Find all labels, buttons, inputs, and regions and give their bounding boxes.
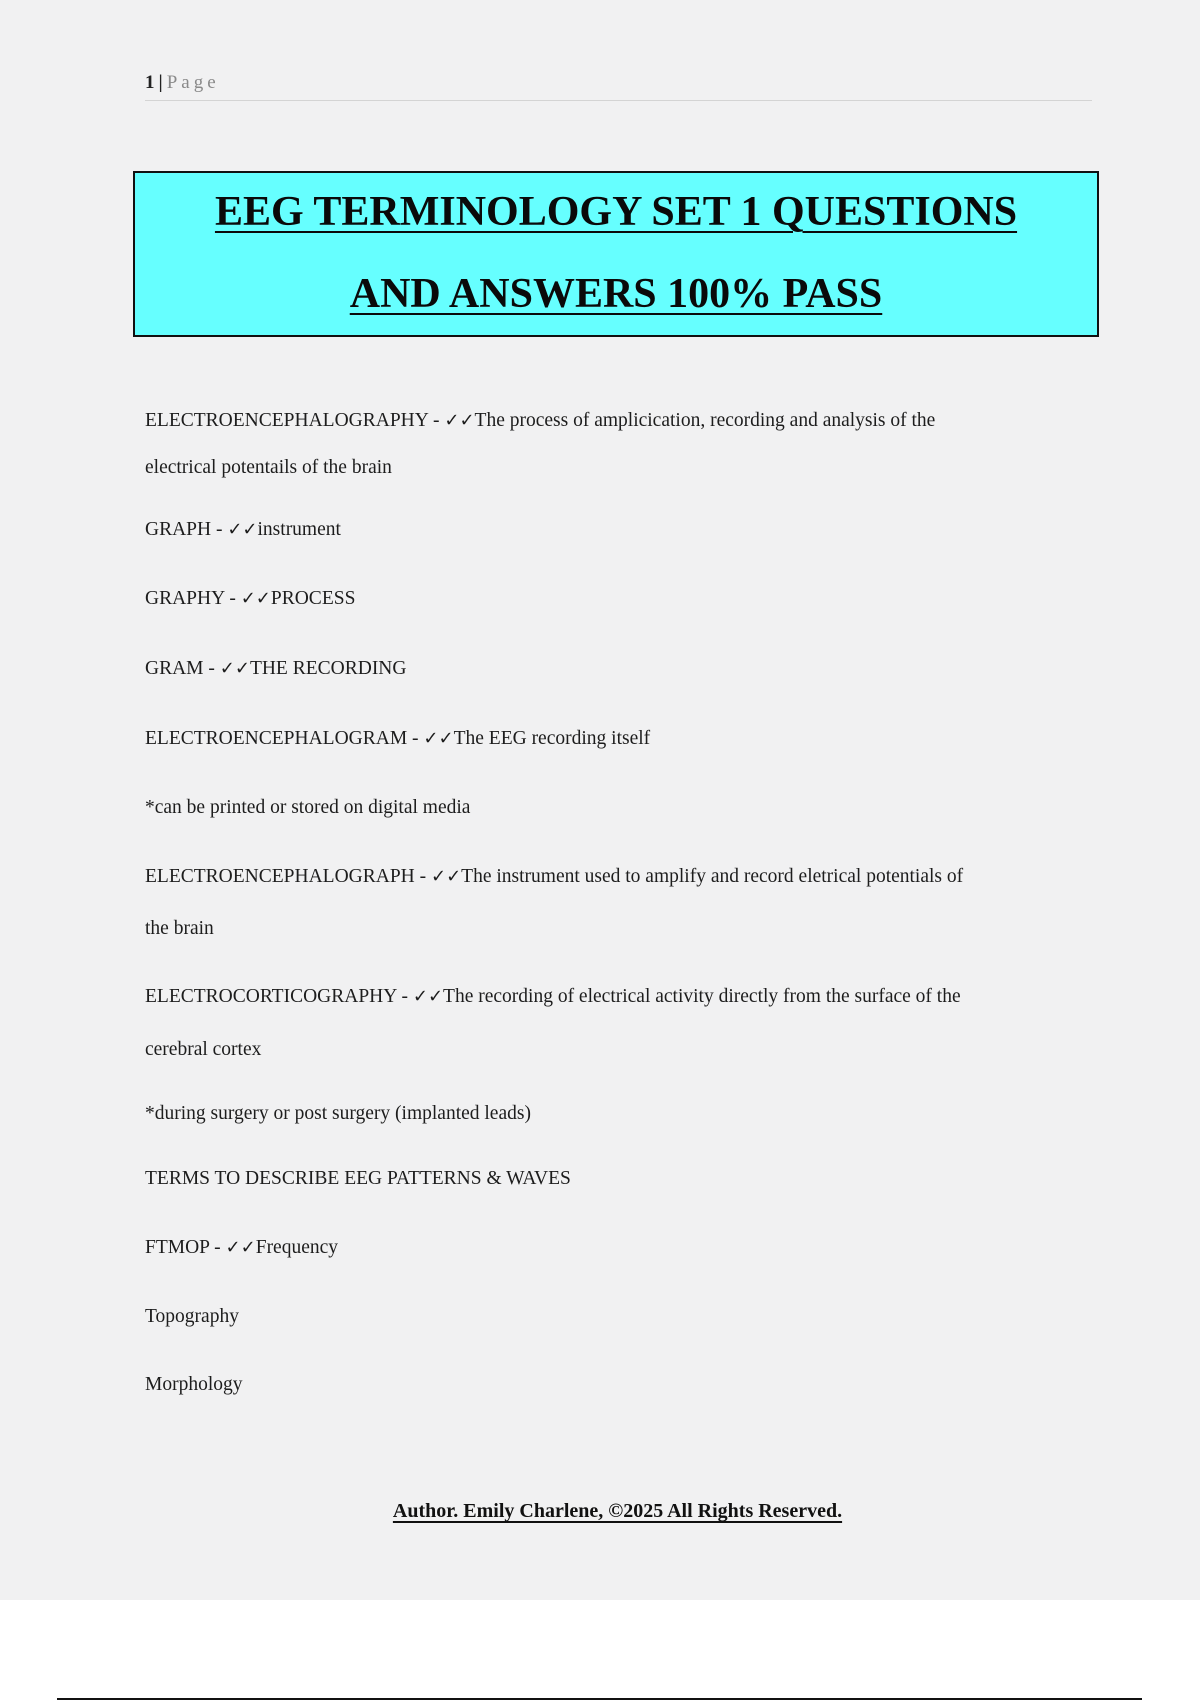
check-icon: ✓✓ [444, 410, 475, 431]
list-item [145, 575, 1085, 623]
entry-term: GRAPHY - [145, 588, 241, 609]
list-item [145, 1293, 1085, 1341]
check-icon: ✓✓ [423, 728, 454, 749]
entry-answer: *can be printed or stored on digital media [145, 797, 471, 818]
entry-answer: The process of amplicication, recording and analysis of the [474, 410, 936, 431]
check-icon: ✓✓ [225, 1237, 256, 1258]
list-item [145, 442, 1085, 494]
entry-term: GRAM - [145, 658, 220, 679]
author-footer: Author. Emily Charlene, ©2025 All Rights Reserved. [392, 1500, 843, 1522]
title-line-2: AND ANSWERS 100% PASS [349, 271, 883, 317]
entry-answer: Topography [145, 1306, 239, 1327]
entry-answer: instrument [257, 519, 341, 540]
entry-answer: PROCESS [270, 588, 356, 609]
page-label: Page [166, 72, 220, 93]
page-separator: | [158, 72, 163, 93]
entry-answer: THE RECORDING [249, 658, 407, 679]
check-icon: ✓✓ [227, 519, 258, 540]
entry-answer: Frequency [255, 1237, 339, 1258]
terms-list [145, 400, 1085, 1409]
entry-answer: The recording of electrical activity directly from the surface of the [443, 986, 961, 1007]
check-icon: ✓✓ [412, 986, 444, 1007]
check-icon: ✓✓ [240, 588, 271, 609]
entry-answer: electrical potentails of the brain [145, 457, 392, 478]
check-icon: ✓✓ [219, 658, 250, 679]
list-item [145, 1224, 1085, 1272]
section-heading [145, 1155, 1085, 1203]
entry-answer: cerebral cortex [145, 1039, 262, 1060]
list-item [145, 1090, 1085, 1138]
entry-term: ELECTROCORTICOGRAPHY - [145, 986, 413, 1007]
list-item [145, 715, 1085, 763]
entry-term: ELECTROENCEPHALOGRAPH - [145, 866, 431, 887]
list-item [145, 973, 1085, 1021]
list-item [145, 905, 1085, 953]
list-item [145, 784, 1085, 832]
list-item [145, 853, 1085, 901]
title-line-1: EEG TERMINOLOGY SET 1 QUESTIONS [214, 189, 1018, 235]
entry-term: ELECTROENCEPHALOGRAM - [145, 728, 424, 749]
entry-answer: *during surgery or post surgery (implanted leads) [145, 1103, 531, 1124]
list-item [145, 400, 1085, 442]
entry-term: FTMOP - [145, 1237, 226, 1258]
page-header [145, 72, 1092, 101]
entry-answer: Morphology [145, 1374, 243, 1395]
entry-term: ELECTROENCEPHALOGRAPHY - [145, 410, 445, 431]
entry-term: GRAPH - [145, 519, 228, 540]
title-box [133, 171, 1099, 337]
entry-answer: The instrument used to amplify and record eletrical potentials of [461, 866, 964, 887]
check-icon: ✓✓ [431, 866, 462, 887]
entry-answer: TERMS TO DESCRIBE EEG PATTERNS & WAVES [145, 1168, 571, 1189]
list-item [145, 645, 1085, 693]
entry-answer: the brain [145, 918, 214, 939]
list-item [145, 1026, 1085, 1074]
list-item [145, 506, 1085, 554]
page-number: 1 [145, 72, 155, 93]
entry-answer: The EEG recording itself [453, 728, 651, 749]
list-item [145, 1361, 1085, 1409]
